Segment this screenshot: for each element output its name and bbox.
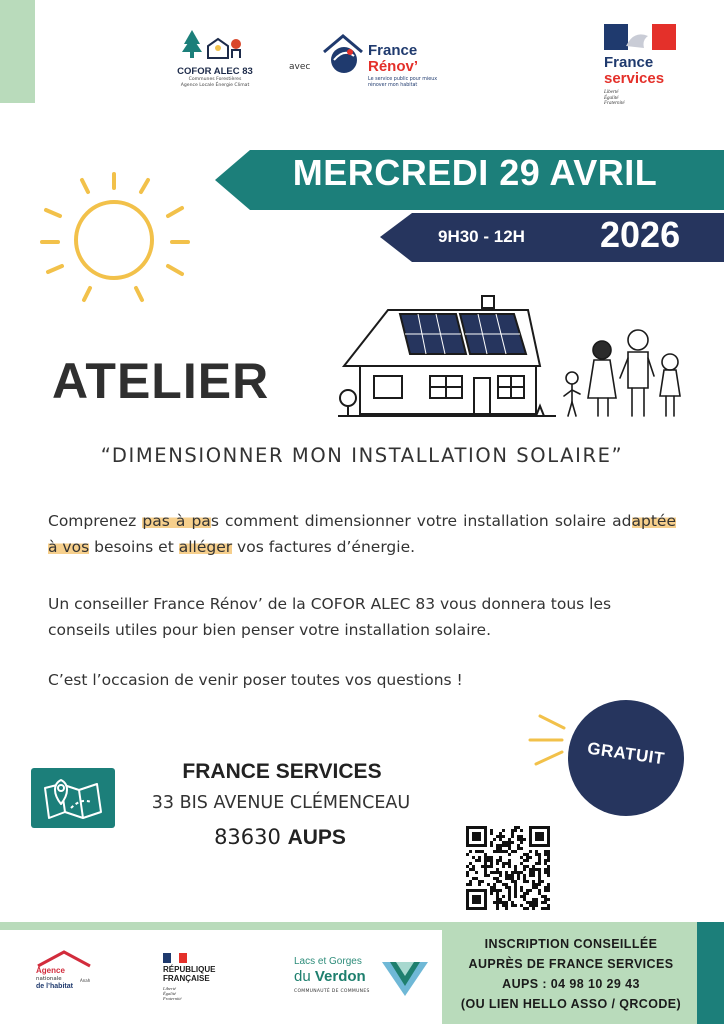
footer-teal-strip [697, 922, 724, 1024]
anah-logo: Agence nationale de l’habitat Anah [30, 948, 100, 998]
anah-roof-icon [34, 948, 94, 968]
house-illustration [338, 294, 556, 420]
qr-code[interactable] [466, 826, 550, 910]
venue-city: 83630 AUPS [214, 825, 346, 849]
highlight-adaptee: aptée à vos [48, 512, 676, 556]
venue-street: 33 BIS AVENUE CLÉMENCEAU [151, 793, 411, 813]
cofor-subtitle-1: Communes Forestières [188, 77, 242, 82]
france-services-line2: services [604, 70, 665, 87]
inscription-info: INSCRIPTION CONSEILLÉE AUPRÈS DE FRANCE SERVICES AUPS : 04 98 10 29 43 (OU LIEN HELLO ASSO / QRCODE) [460, 937, 682, 1011]
republique-francaise-logo: RÉPUBLIQUE FRANÇAISE Liberté Égalité Fraternité [163, 953, 243, 1005]
highlight-alleger: alléger [178, 538, 233, 556]
france-services-motto: Liberté Égalité Fraternité [604, 90, 625, 106]
gratuit-badge [568, 700, 684, 816]
gratuit-label: GRATUIT [586, 738, 666, 769]
advisor-paragraph: Un conseiller France Rénov’ de la COFOR ALEC 83 vous donnera tous les conseils utiles pour bien penser votre installation solaire. [48, 595, 612, 639]
verdon-v-icon [382, 958, 428, 998]
french-flag-icon [163, 953, 187, 963]
france-renov-line2: Rénov’ [368, 58, 419, 75]
cofor-title: COFOR ALEC 83 [177, 66, 253, 77]
venue-name: FRANCE SERVICES [182, 760, 382, 783]
questions-paragraph: C’est l’occasion de venir poser toutes vos questions ! [48, 671, 463, 689]
event-year: 2026 [600, 214, 681, 255]
france-services-line1: France [604, 54, 654, 71]
family-illustration [558, 328, 690, 422]
verdon-logo: Lacs et Gorges du Verdon COMMUNAUTÉ DE COMMUNES [292, 956, 432, 1001]
highlight-pas-a-pas: pas à pa [142, 512, 211, 530]
france-renov-line1: France [368, 42, 418, 59]
event-time: 9H30 - 12H [438, 227, 525, 246]
workshop-title: “DIMENSIONNER MON INSTALLATION SOLAIRE” [100, 444, 624, 467]
atelier-label: ATELIER [52, 353, 270, 409]
sparkle-lines-icon [526, 712, 568, 768]
avec-label: avec [289, 62, 311, 72]
intro-paragraph: Comprenez pas à pas comment dimensionner votre installation solaire adaptée à vos besoins et alléger vos factures d’énergie. [48, 512, 676, 556]
france-renov-tagline: Le service public pour mieux rénover mon habitat [368, 77, 438, 88]
map-pin-icon [31, 768, 115, 828]
footer-accent [0, 922, 442, 930]
cofor-subtitle-2: Agence Locale Énergie Climat [180, 83, 250, 88]
event-date: MERCREDI 29 AVRIL [292, 152, 658, 193]
